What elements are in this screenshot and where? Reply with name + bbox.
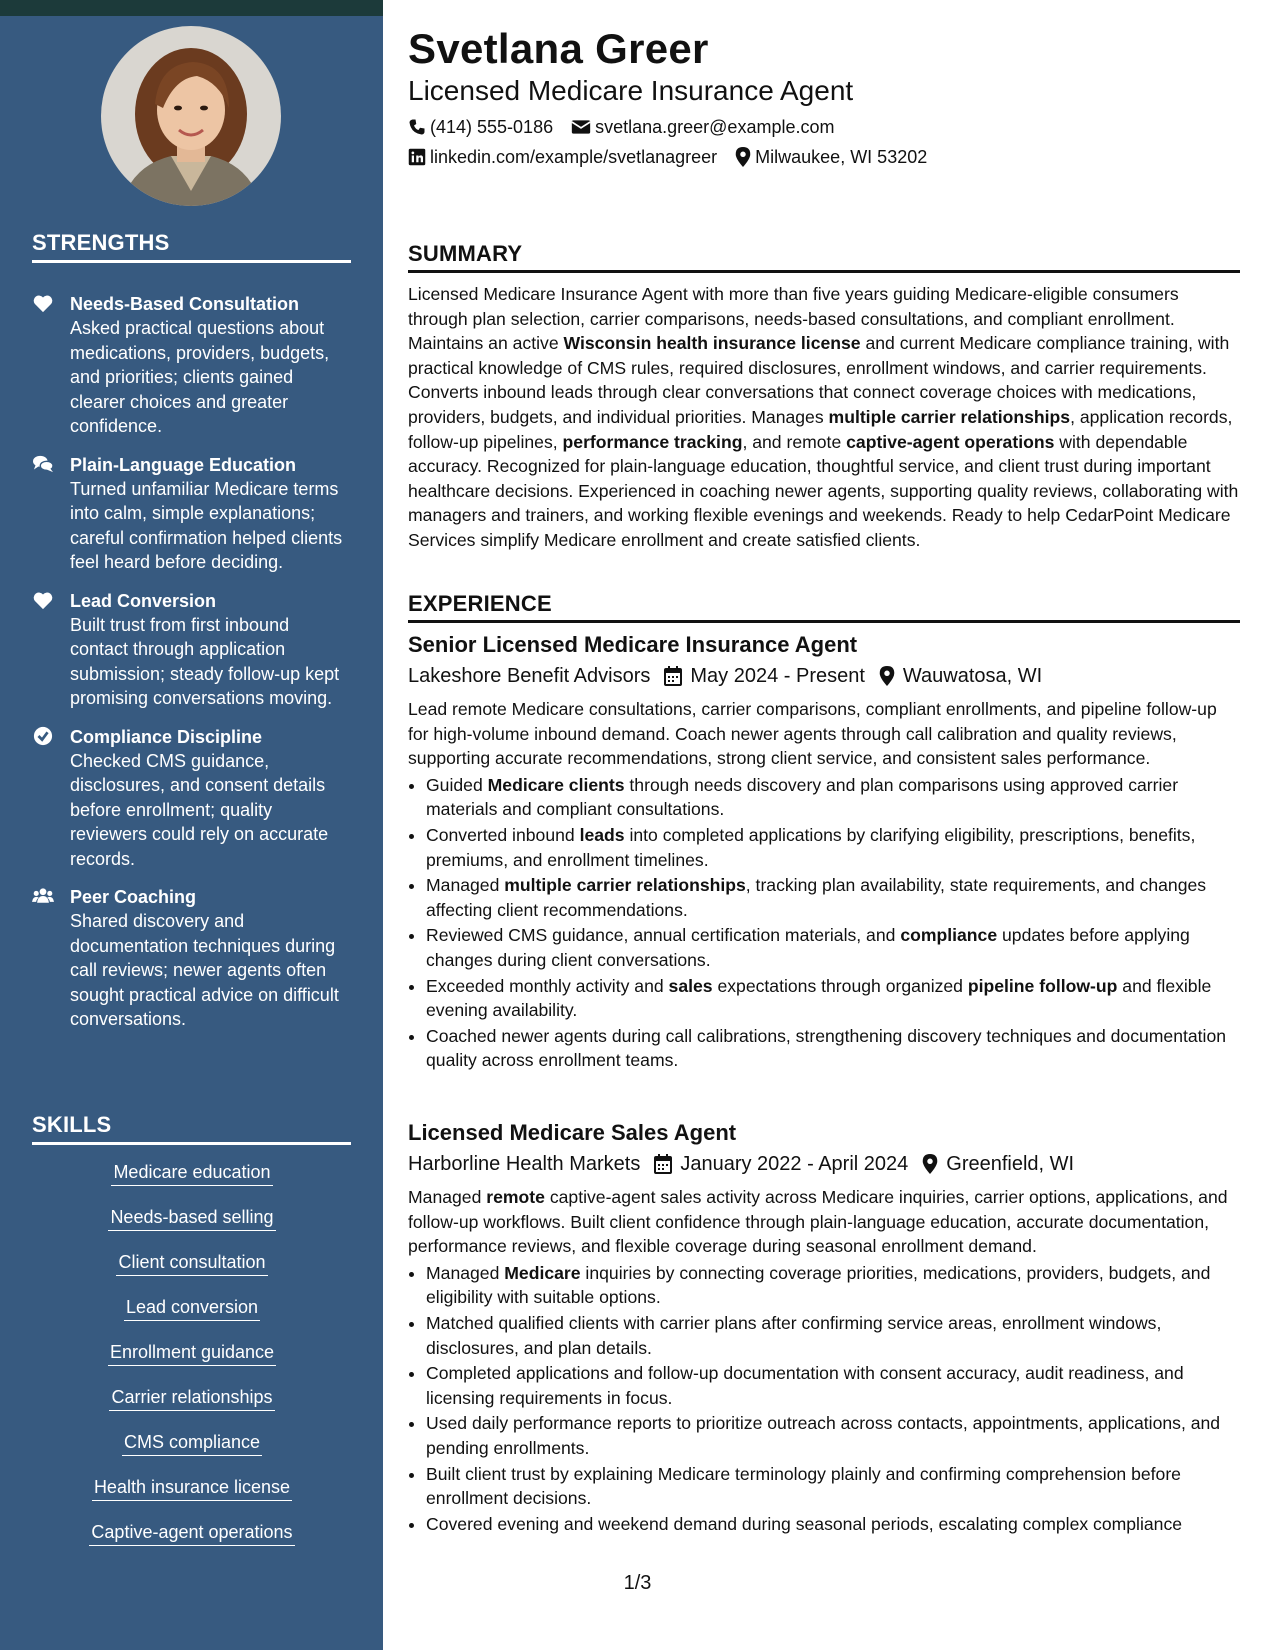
strength-item bbox=[32, 885, 352, 1032]
job-meta bbox=[408, 662, 1240, 690]
calendar-icon bbox=[664, 666, 682, 686]
chat-bubbles-icon bbox=[32, 454, 54, 474]
bold-text: performance tracking bbox=[562, 431, 743, 452]
strength-item bbox=[32, 453, 352, 575]
strength-title: Lead Conversion bbox=[70, 590, 217, 611]
strength-description: Built trust from first inbound contact through application submission; steady follow-up kept promising conversations moving. bbox=[70, 614, 340, 708]
experience-heading: EXPERIENCE bbox=[408, 591, 1240, 623]
profile-photo bbox=[101, 26, 281, 206]
bold-text: multiple carrier relationships bbox=[828, 406, 1071, 427]
bold-text: Medicare bbox=[504, 1262, 581, 1283]
skill-item bbox=[32, 1475, 352, 1520]
bullet-item bbox=[426, 873, 1240, 922]
candidate-name: Svetlana Greer bbox=[408, 25, 709, 72]
job-dates: January 2022 - April 2024 bbox=[680, 1153, 909, 1175]
strength-item bbox=[32, 589, 352, 711]
text-run: expectations through organized bbox=[712, 975, 968, 996]
contact-row-2 bbox=[408, 146, 1240, 168]
email-text: svetlana.greer@example.com bbox=[595, 117, 835, 137]
bullet-item bbox=[426, 923, 1240, 972]
bold-text: Medicare clients bbox=[487, 774, 625, 795]
bold-text: pipeline follow-up bbox=[967, 975, 1118, 996]
company-name: Lakeshore Benefit Advisors bbox=[408, 665, 651, 687]
skill-item bbox=[32, 1430, 352, 1475]
strengths-list bbox=[32, 292, 352, 1046]
heart-icon bbox=[32, 590, 54, 610]
bullet-item bbox=[426, 1411, 1240, 1460]
job-description bbox=[408, 1185, 1240, 1259]
text-run: and flexible evening availability. bbox=[426, 975, 1212, 1021]
text-run: Completed applications and follow-up documentation with consent accuracy, audit readiness, and licensing requirements in focus. bbox=[426, 1363, 1184, 1408]
bold-text: sales bbox=[668, 975, 713, 996]
bullet-item bbox=[426, 773, 1240, 822]
text-run: Built client trust by explaining Medicare terminology plainly and confirming comprehension before enrollment decisions. bbox=[426, 1463, 1181, 1509]
map-pin-icon bbox=[879, 666, 895, 686]
text-run: inquiries by connecting coverage priorities, medications, providers, budgets, and eligibility with suitable options. bbox=[426, 1262, 1211, 1308]
phone-text: (414) 555-0186 bbox=[430, 117, 554, 137]
skills-list bbox=[32, 1160, 352, 1565]
skill-label: CMS compliance bbox=[122, 1432, 262, 1456]
text-run: , application records, follow-up pipelines, bbox=[408, 406, 1233, 452]
strength-title: Compliance Discipline bbox=[70, 726, 263, 747]
text-run: Used daily performance reports to prioritize outreach across contacts, appointments, applications, and pending enrollments. bbox=[426, 1413, 1221, 1458]
bullet-item bbox=[426, 1462, 1240, 1511]
skill-item bbox=[32, 1250, 352, 1295]
text-run: Lead remote Medicare consultations, carrier comparisons, compliant enrollments, and pipeline follow-up for high-volume inbound demand. Coach newer agents through call calibration and quality reviews, supporting accurate recommendations, strong client service, and consistent sales performance. bbox=[408, 699, 1217, 769]
location-contact bbox=[735, 146, 927, 168]
header bbox=[408, 24, 1240, 168]
heart-icon bbox=[32, 293, 54, 313]
linkedin-contact[interactable] bbox=[408, 146, 717, 168]
check-circle-icon bbox=[32, 726, 54, 746]
sidebar bbox=[0, 0, 383, 1650]
text-run: Matched qualified clients with carrier plans after confirming service areas, enrollment windows, disclosures, and plan details. bbox=[426, 1312, 1162, 1358]
strength-title: Needs-Based Consultation bbox=[70, 294, 300, 314]
candidate-title: Licensed Medicare Insurance Agent bbox=[408, 75, 854, 106]
job-bullets bbox=[408, 773, 1240, 1073]
text-run: captive-agent sales activity across Medicare inquiries, carrier options, applications, and follow-up workflows. Built client confidence through plain-language education, accurate documentation, performance reviews, and flexible coverage during seasonal enrollment demand. bbox=[408, 1187, 1228, 1257]
text-run: Guided bbox=[426, 774, 488, 795]
bold-text: Wisconsin health insurance license bbox=[563, 333, 861, 354]
text-run: , tracking plan availability, state requirements, and changes affecting client recommendations. bbox=[426, 875, 1207, 920]
text-run: into completed applications by clarifying eligibility, prescriptions, benefits, premiums, and enrollment timelines. bbox=[426, 824, 1196, 870]
text-run: Managed bbox=[426, 875, 505, 896]
strengths-heading: STRENGTHS bbox=[32, 230, 351, 263]
skill-item bbox=[32, 1520, 352, 1565]
job-entry bbox=[408, 1119, 1240, 1537]
phone-icon bbox=[408, 118, 426, 136]
job-meta bbox=[408, 1150, 1240, 1178]
text-run: with dependable accuracy. Recognized for plain-language education, thoughtful service, and client trust during important healthcare decisions. Experienced in coaching newer agents, supporting quality reviews, collaborating with managers and trainers, and working flexible evenings and weekends. Ready to help CedarPoint Medicare Services simplify Medicare enrollment and create satisfied clients. bbox=[408, 431, 1239, 550]
bold-text: multiple carrier relationships bbox=[504, 875, 746, 896]
bold-text: captive-agent operations bbox=[846, 431, 1055, 452]
text-run: and current Medicare compliance training, with practical knowledge of CMS rules, required disclosures, enrollment windows, and carrier requirements. Converts inbound leads through clear conversations that connect coverage choices with medications, providers, budgets, and individual priorities. Manages bbox=[408, 333, 1230, 427]
bullet-item bbox=[426, 974, 1240, 1023]
envelope-icon bbox=[571, 119, 591, 135]
job-location: Greenfield, WI bbox=[946, 1153, 1075, 1175]
calendar-icon bbox=[654, 1154, 672, 1174]
bullet-item bbox=[426, 1512, 1240, 1537]
job-bullets bbox=[408, 1261, 1240, 1537]
strength-title: Plain-Language Education bbox=[70, 454, 297, 475]
skill-label: Enrollment guidance bbox=[108, 1342, 276, 1366]
map-pin-icon bbox=[922, 1154, 938, 1174]
text-run: updates before applying changes during client conversations. bbox=[426, 925, 1190, 970]
skill-item bbox=[32, 1385, 352, 1430]
skill-item bbox=[32, 1340, 352, 1385]
bold-text: remote bbox=[486, 1187, 545, 1207]
strength-description: Shared discovery and documentation techniques during call reviews; newer agents often sought practical advice on difficult conversations. bbox=[70, 911, 339, 1029]
bold-text: leads bbox=[579, 824, 625, 845]
bullet-item bbox=[426, 1311, 1240, 1360]
skill-label: Medicare education bbox=[111, 1162, 272, 1186]
skill-label: Client consultation bbox=[116, 1252, 267, 1276]
skill-label: Captive-agent operations bbox=[89, 1522, 294, 1546]
job-entry bbox=[408, 631, 1240, 1074]
sidebar-top-bar bbox=[0, 0, 383, 16]
text-run: Converted inbound bbox=[426, 824, 580, 845]
strength-title: Peer Coaching bbox=[70, 887, 197, 907]
summary-heading: SUMMARY bbox=[408, 241, 1240, 273]
location-text: Milwaukee, WI 53202 bbox=[755, 147, 928, 167]
job-dates: May 2024 - Present bbox=[690, 665, 865, 687]
job-title: Senior Licensed Medicare Insurance Agent bbox=[408, 632, 858, 657]
linkedin-text: linkedin.com/example/svetlanagreer bbox=[430, 147, 718, 167]
phone-contact[interactable] bbox=[408, 116, 553, 138]
skill-label: Health insurance license bbox=[92, 1477, 292, 1501]
bullet-item bbox=[426, 823, 1240, 872]
strength-description: Asked practical questions about medications, providers, budgets, and priorities; clients gained clearer choices and greater confidence. bbox=[70, 318, 330, 436]
text-run: through needs discovery and plan comparisons using approved carrier materials and compliant consultations. bbox=[426, 774, 1179, 820]
linkedin-icon bbox=[408, 148, 426, 166]
strength-description: Checked CMS guidance, disclosures, and consent details before enrollment; quality reviewers could rely on accurate records. bbox=[70, 750, 329, 869]
strength-description: Turned unfamiliar Medicare terms into calm, simple explanations; careful confirmation helped clients feel heard before deciding. bbox=[70, 478, 343, 572]
text-run: Coached newer agents during call calibrations, strengthening discovery techniques and documentation quality across enrollment teams. bbox=[426, 1025, 1227, 1071]
contact-row bbox=[408, 116, 1240, 138]
strength-item bbox=[32, 725, 352, 872]
company-name: Harborline Health Markets bbox=[408, 1153, 641, 1175]
summary-text bbox=[408, 282, 1240, 553]
bullet-item bbox=[426, 1024, 1240, 1073]
skill-label: Lead conversion bbox=[124, 1297, 260, 1321]
users-icon bbox=[32, 886, 54, 906]
text-run: Exceeded monthly activity and bbox=[426, 975, 669, 996]
strength-item bbox=[32, 292, 352, 439]
skill-item bbox=[32, 1205, 352, 1250]
text-run: Managed bbox=[426, 1262, 505, 1283]
text-run: Licensed Medicare Insurance Agent with more than five years guiding Medicare-eligible consumers through plan selection, carrier comparisons, needs-based consultations, and compliant enrollment. Maintains an active bbox=[408, 284, 1179, 354]
bold-text: compliance bbox=[900, 925, 998, 946]
email-contact[interactable] bbox=[571, 116, 834, 138]
text-run: Reviewed CMS guidance, annual certification materials, and bbox=[426, 925, 901, 946]
page-number: 1/3 bbox=[623, 1572, 652, 1594]
bullet-item bbox=[426, 1361, 1240, 1410]
text-run: Managed bbox=[408, 1187, 487, 1207]
text-run: Covered evening and weekend demand during seasonal periods, escalating complex compliance bbox=[426, 1513, 1183, 1534]
bullet-item bbox=[426, 1261, 1240, 1310]
text-run: , and remote bbox=[742, 431, 847, 452]
job-location: Wauwatosa, WI bbox=[902, 665, 1043, 687]
skills-heading: SKILLS bbox=[32, 1112, 351, 1145]
skill-item bbox=[32, 1295, 352, 1340]
skill-item bbox=[32, 1160, 352, 1205]
job-title: Licensed Medicare Sales Agent bbox=[408, 1120, 737, 1145]
job-description bbox=[408, 697, 1240, 771]
skill-label: Carrier relationships bbox=[109, 1387, 274, 1411]
skill-label: Needs-based selling bbox=[108, 1207, 275, 1231]
map-pin-icon bbox=[735, 147, 751, 167]
